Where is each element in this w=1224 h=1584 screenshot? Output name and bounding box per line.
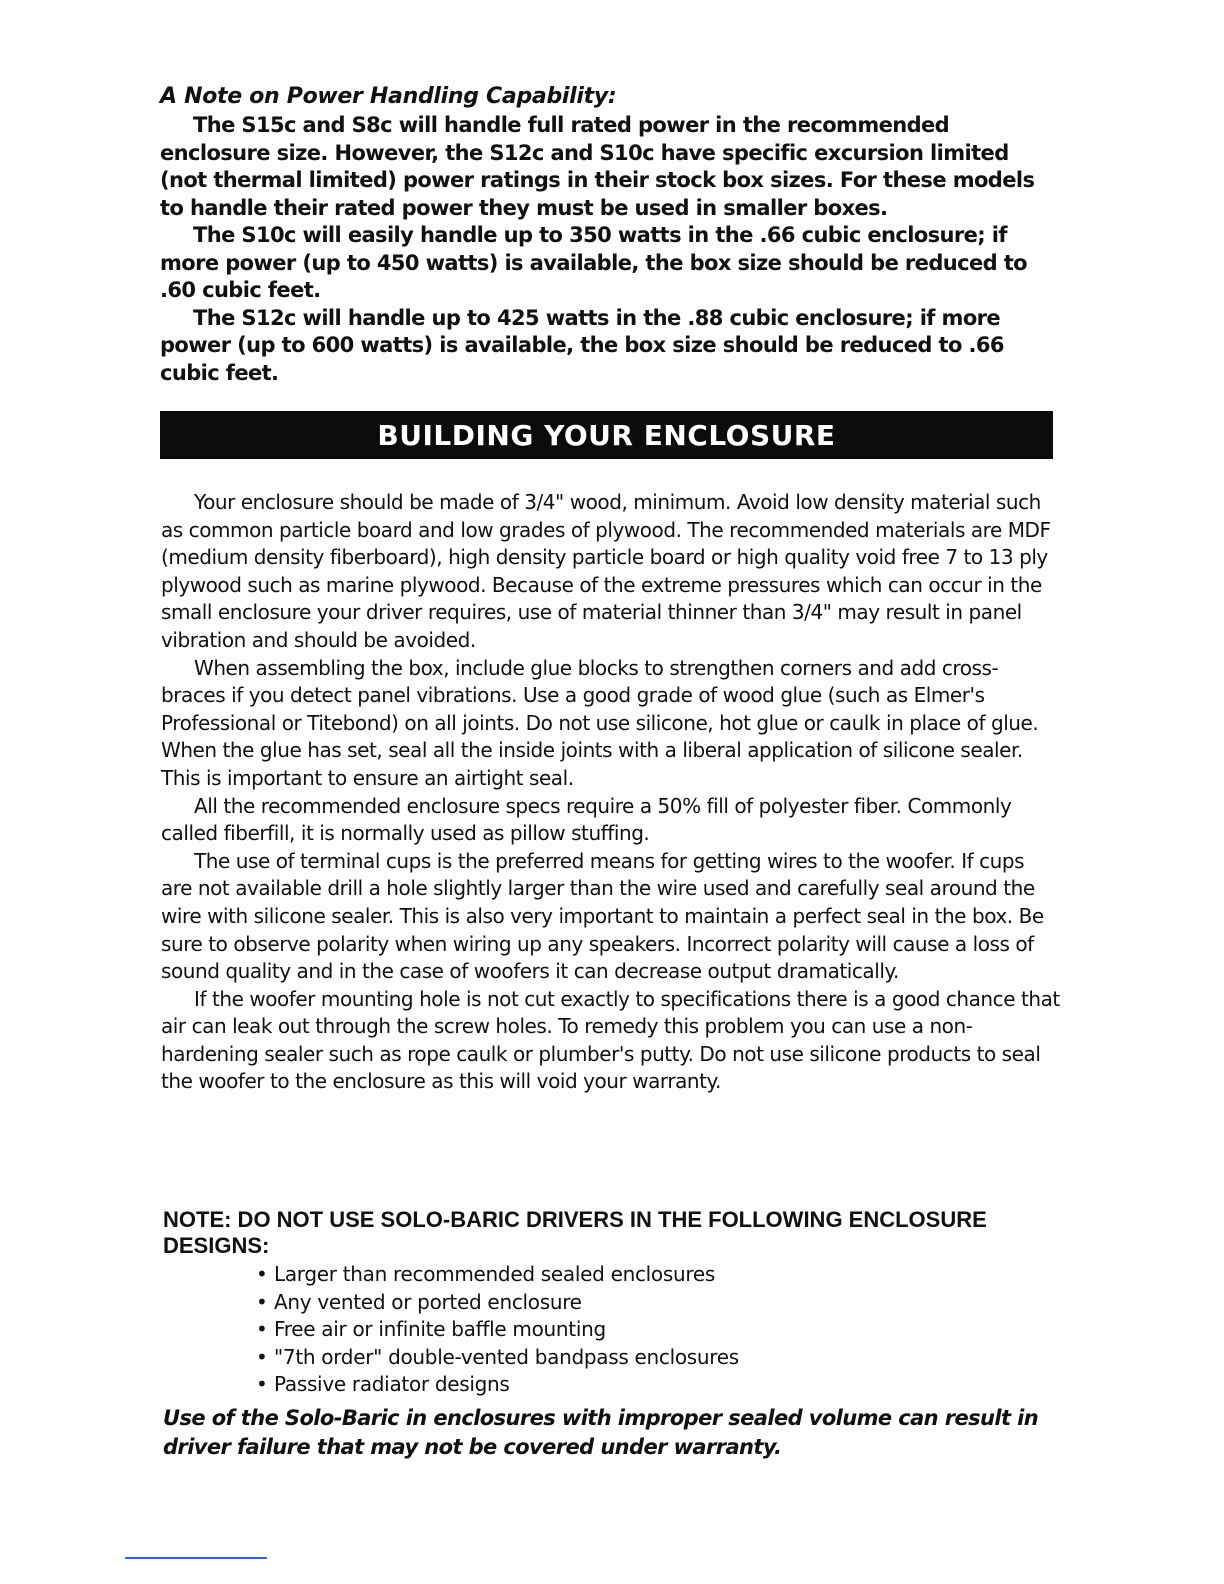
list-item xyxy=(256,1289,739,1317)
power-handling-note xyxy=(160,82,1060,387)
building-paragraph: If the woofer mounting hole is not cut exactly to specifications there is a good chance that air can leak out through the screw holes. To remedy this problem you can use a non-hardening sealer such as rope caulk or plumber's putty. Do not use silicone products to seal the woofer to the enclosure as this will void your warranty. xyxy=(161,986,1060,1094)
bullet-icon: • xyxy=(256,1317,268,1341)
warning-heading: NOTE: DO NOT USE SOLO-BARIC DRIVERS IN THE FOLLOWING ENCLOSURE DESIGNS: xyxy=(163,1207,987,1258)
list-item-text: Any vented or ported enclosure xyxy=(274,1289,582,1314)
building-paragraph: Your enclosure should be made of 3/4" wood, minimum. Avoid low density material such as common particle board and low grades of plywood. The recommended materials are MDF (medium density fiberboard), high density particle board or high quality void free 7 to 13 ply plywood such as marine plywood. Because of the extreme pressures which can occur in the small enclosure your driver requires, use of material thinner than 3/4" may result in panel vibration and should be avoided. xyxy=(161,490,1051,652)
list-item-text: Larger than recommended sealed enclosures xyxy=(274,1262,715,1286)
building-instructions xyxy=(161,489,1061,1096)
list-item xyxy=(256,1371,739,1399)
list-item xyxy=(256,1344,739,1372)
footer-rule xyxy=(125,1557,267,1559)
warranty-warning: Use of the Solo-Baric in enclosures with improper sealed volume can result in driver failure that may not be covered under warranty. xyxy=(163,1406,1039,1459)
power-note-paragraph: The S12c will handle up to 425 watts in the .88 cubic enclosure; if more power (up to 600 watts) is available, the box size should be reduced to .66 cubic feet. xyxy=(160,305,1004,385)
bullet-icon: • xyxy=(256,1289,268,1314)
prohibited-designs-list xyxy=(256,1261,739,1399)
building-paragraph: The use of terminal cups is the preferred means for getting wires to the woofer. If cups are not available drill a hole slightly larger than the wire used and carefully seal around the wire with silicone sealer. This is also very important to maintain a perfect seal in the box. Be sure to observe polarity when wiring up any speakers. Incorrect polarity will cause a loss of sound quality and in the case of woofers it can decrease output dramatically. xyxy=(161,848,1044,984)
bullet-icon: • xyxy=(256,1344,268,1369)
list-item-text: "7th order" double-vented bandpass enclosures xyxy=(274,1344,739,1369)
power-note-paragraph: The S15c and S8c will handle full rated power in the recommended enclosure size. However, the S12c and S10c have specific excursion limited (not thermal limited) power ratings in their stock box sizes. For these models to handle their rated power they must be used in smaller boxes. xyxy=(160,113,1035,220)
building-paragraph: All the recommended enclosure specs require a 50% fill of polyester fiber. Commonly called fiberfill, it is normally used as pillow stuffing. xyxy=(161,793,1012,846)
bullet-icon: • xyxy=(256,1262,268,1286)
list-item-text: Passive radiator designs xyxy=(274,1372,510,1396)
power-note-paragraph: The S10c will easily handle up to 350 watts in the .66 cubic enclosure; if more power (up to 450 watts) is available, the box size should be reduced to .60 cubic feet. xyxy=(160,223,1027,302)
section-banner: BUILDING YOUR ENCLOSURE xyxy=(160,411,1053,459)
list-item xyxy=(256,1261,739,1289)
bullet-icon: • xyxy=(256,1372,268,1396)
building-paragraph: When assembling the box, include glue blocks to strengthen corners and add cross-braces if you detect panel vibrations. Use a good grade of wood glue (such as Elmer's Professional or Titebond) on all joints. Do not use silicone, hot glue or caulk in place of glue. When the glue has set, seal all the inside joints with a liberal application of silicone sealer. This is important to ensure an airtight seal. xyxy=(161,655,1039,790)
list-item-text: Free air or infinite baffle mounting xyxy=(274,1317,606,1341)
power-note-heading: A Note on Power Handling Capability: xyxy=(160,84,617,109)
list-item xyxy=(256,1316,739,1344)
